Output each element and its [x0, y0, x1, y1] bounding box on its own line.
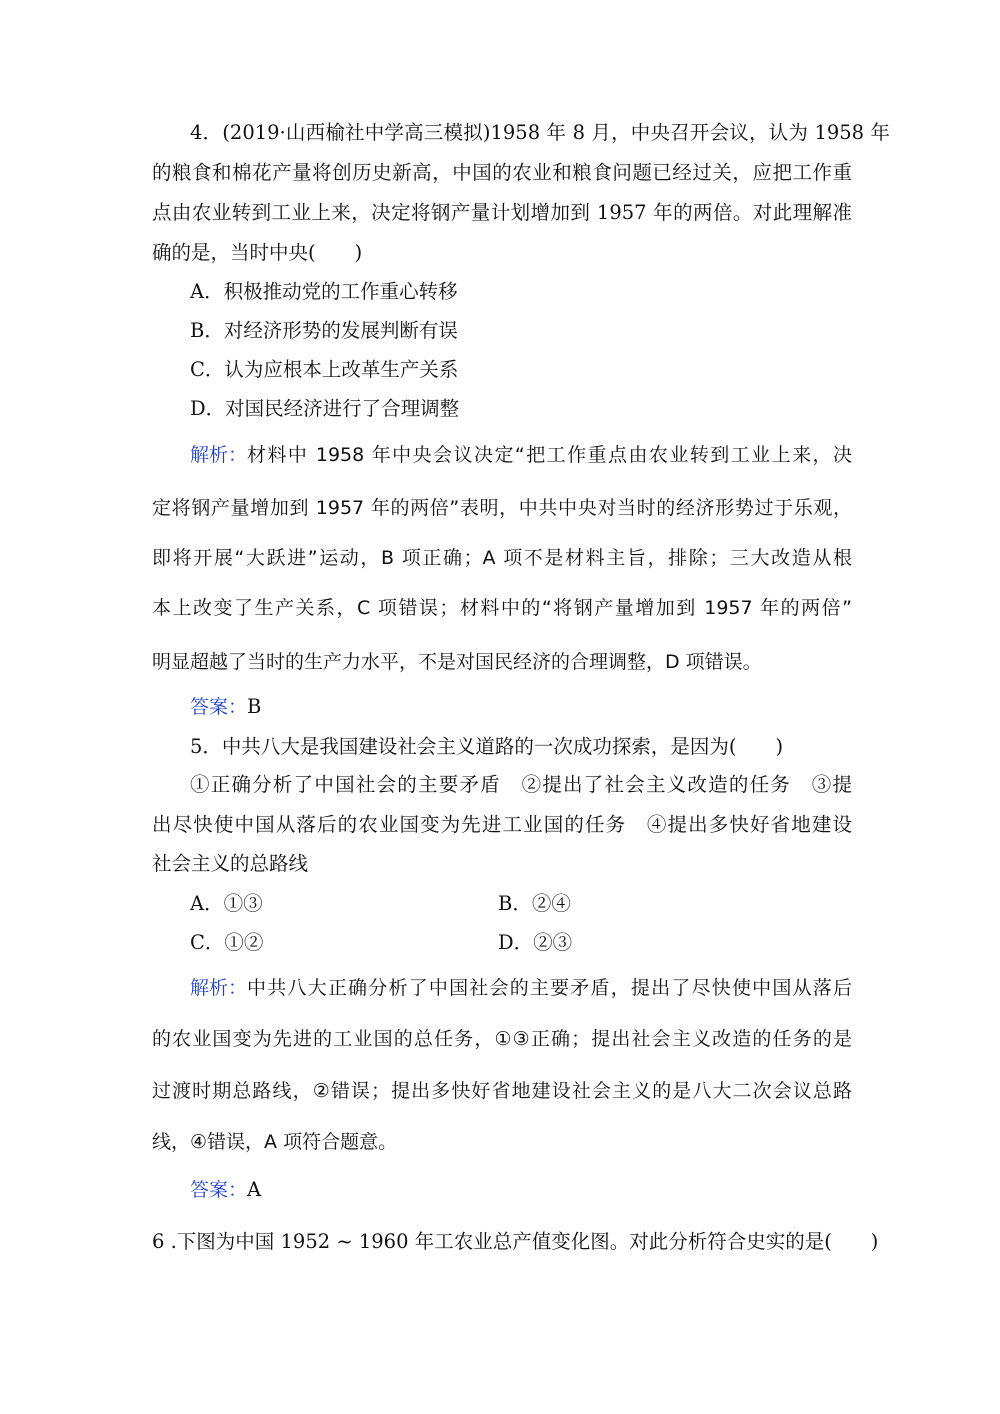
- q5-options-row-1: [190, 891, 852, 917]
- q5-answer: [190, 1177, 890, 1203]
- q4-option-c: C．认为应根本上改革生产关系: [190, 358, 459, 381]
- q5-option-c: C．①②: [190, 931, 264, 954]
- q4-explanation-label: 解析：: [190, 444, 248, 466]
- q4-stem-line-2: 的粮食和棉花产量将创历史新高，中国的农业和粮食问题已经过关，应把工作重: [152, 161, 852, 184]
- q5-answer-value: A: [247, 1178, 262, 1201]
- q4-explanation-line-3: 即将开展“大跃进”运动，B 项正确；A 项不是材料主旨，排除；三大改造从根: [152, 547, 852, 569]
- q5-explanation-text-1: 中共八大正确分析了中国社会的主要矛盾，提出了尽快使中国从落后: [247, 977, 852, 999]
- q5-statements-line-3: 社会主义的总路线: [152, 852, 309, 875]
- q4-option-d: D．对国民经济进行了合理调整: [190, 397, 460, 420]
- q5-statements-line-1: ①正确分析了中国社会的主要矛盾 ②提出了社会主义改造的任务 ③提: [190, 773, 852, 796]
- q4-stem-line-4: 确的是，当时中央( ): [152, 241, 363, 264]
- q4-stem-line-3: 点由农业转到工业上来，决定将钢产量计划增加到 1957 年的两倍。对此理解准: [152, 201, 852, 224]
- q5-explanation-label: 解析：: [190, 977, 248, 999]
- q5-option-a: A．①③: [190, 892, 263, 915]
- q6-stem: 6 .下图为中国 1952 ~ 1960 年工农业总产值变化图。对此分析符合史实的是( ): [152, 1230, 879, 1253]
- q5-statements-line-2: 出尽快使中国从落后的农业国变为先进工业国的任务 ④提出多快好省地建设: [152, 813, 852, 836]
- q5-explanation-line-3: 过渡时期总路线，②错误；提出多快好省地建设社会主义的是八大二次会议总路: [152, 1080, 852, 1102]
- q4-option-b: B．对经济形势的发展判断有误: [190, 319, 458, 342]
- q5-explanation-line-1: [190, 975, 852, 1001]
- q4-stem-line-1: 4．(2019·山西榆社中学高三模拟)1958 年 8 月，中央召开会议，认为 1958 年: [190, 121, 890, 144]
- q4-explanation-line-5: 明显超越了当时的生产力水平，不是对国民经济的合理调整，D 项错误。: [152, 651, 762, 673]
- q4-explanation-line-1: [190, 442, 852, 468]
- q4-explanation-line-4: 本上改变了生产关系，C 项错误；材料中的“将钢产量增加到 1957 年的两倍”: [152, 597, 852, 619]
- q5-option-d: D．②③: [498, 931, 573, 954]
- q5-option-b: B．②④: [498, 892, 571, 915]
- q5-answer-label: 答案：: [190, 1179, 248, 1201]
- q5-explanation-line-2: 的农业国变为先进的工业国的总任务，①③正确；提出社会主义改造的任务的是: [152, 1028, 852, 1050]
- q4-answer: [190, 694, 890, 720]
- q4-explanation-line-2: 定将钢产量增加到 1957 年的两倍”表明，中共中央对当时的经济形势过于乐观，: [152, 497, 852, 519]
- q4-option-a: A．积极推动党的工作重心转移: [190, 280, 458, 303]
- q5-explanation-line-4: 线，④错误，A 项符合题意。: [152, 1131, 398, 1153]
- q4-answer-label: 答案：: [190, 696, 248, 718]
- q5-stem: 5．中共八大是我国建设社会主义道路的一次成功探索，是因为( ): [190, 735, 784, 758]
- q4-answer-value: B: [247, 695, 262, 718]
- q5-options-row-2: [190, 930, 852, 956]
- q4-explanation-text-1: 材料中 1958 年中央会议决定“把工作重点由农业转到工业上来，决: [247, 444, 852, 466]
